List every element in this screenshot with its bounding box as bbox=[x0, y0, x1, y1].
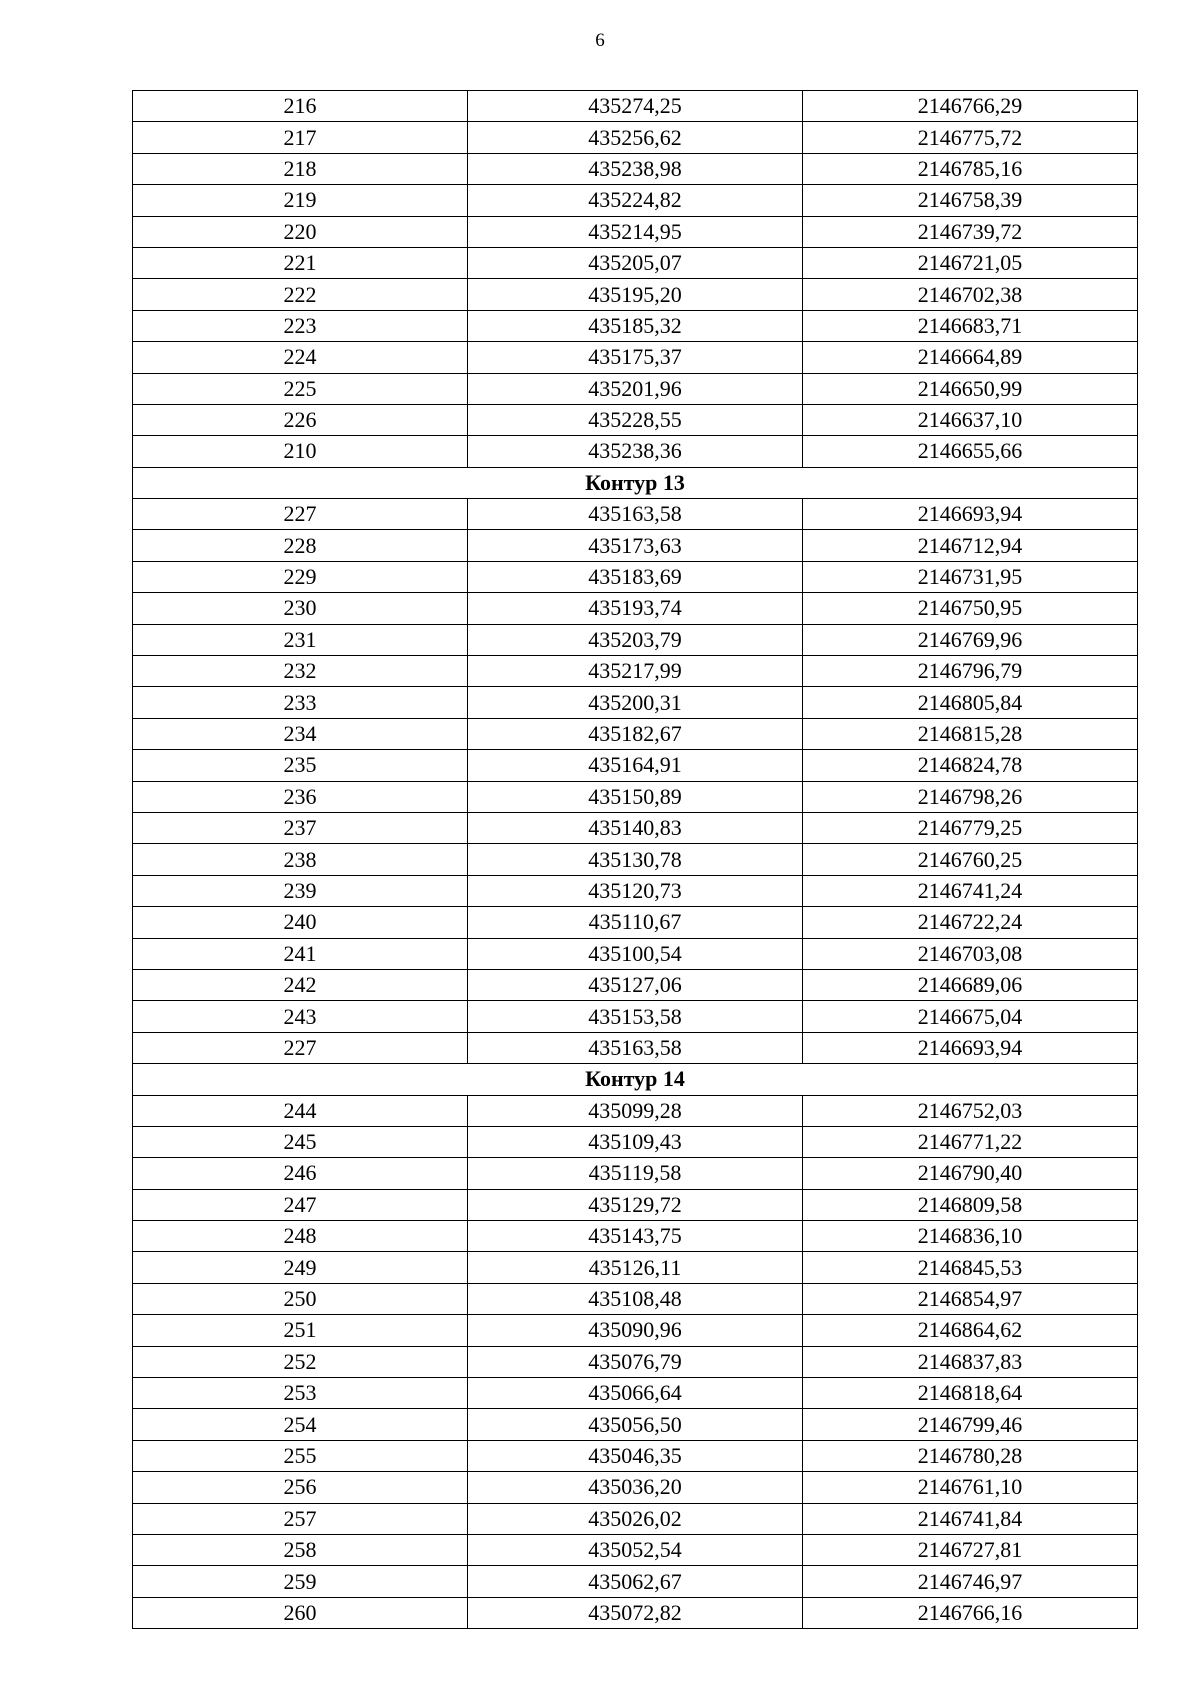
y-coordinate-cell: 2146836,10 bbox=[803, 1221, 1138, 1252]
x-coordinate-cell: 435099,28 bbox=[468, 1095, 803, 1126]
x-coordinate-cell: 435164,91 bbox=[468, 750, 803, 781]
x-coordinate-cell: 435163,58 bbox=[468, 499, 803, 530]
point-number-cell: 235 bbox=[133, 750, 468, 781]
x-coordinate-cell: 435046,35 bbox=[468, 1440, 803, 1471]
point-number-cell: 221 bbox=[133, 247, 468, 278]
point-number-cell: 252 bbox=[133, 1346, 468, 1377]
x-coordinate-cell: 435201,96 bbox=[468, 373, 803, 404]
y-coordinate-cell: 2146854,97 bbox=[803, 1283, 1138, 1314]
page-number: 6 bbox=[595, 30, 605, 51]
point-number-cell: 247 bbox=[133, 1189, 468, 1220]
point-number-cell: 229 bbox=[133, 561, 468, 592]
y-coordinate-cell: 2146785,16 bbox=[803, 153, 1138, 184]
point-number-cell: 242 bbox=[133, 969, 468, 1000]
table-row bbox=[133, 1378, 1138, 1409]
point-number-cell: 225 bbox=[133, 373, 468, 404]
point-number-cell: 248 bbox=[133, 1221, 468, 1252]
y-coordinate-cell: 2146809,58 bbox=[803, 1189, 1138, 1220]
table-row bbox=[133, 750, 1138, 781]
point-number-cell: 251 bbox=[133, 1315, 468, 1346]
table-row bbox=[133, 342, 1138, 373]
table-row bbox=[133, 1409, 1138, 1440]
y-coordinate-cell: 2146722,24 bbox=[803, 907, 1138, 938]
table-row bbox=[133, 1158, 1138, 1189]
y-coordinate-cell: 2146727,81 bbox=[803, 1534, 1138, 1565]
y-coordinate-cell: 2146664,89 bbox=[803, 342, 1138, 373]
y-coordinate-cell: 2146655,66 bbox=[803, 436, 1138, 467]
x-coordinate-cell: 435175,37 bbox=[468, 342, 803, 373]
table-row bbox=[133, 1001, 1138, 1032]
x-coordinate-cell: 435217,99 bbox=[468, 656, 803, 687]
y-coordinate-cell: 2146766,29 bbox=[803, 91, 1138, 122]
y-coordinate-cell: 2146731,95 bbox=[803, 561, 1138, 592]
point-number-cell: 253 bbox=[133, 1378, 468, 1409]
point-number-cell: 231 bbox=[133, 624, 468, 655]
x-coordinate-cell: 435140,83 bbox=[468, 812, 803, 843]
point-number-cell: 222 bbox=[133, 279, 468, 310]
point-number-cell: 250 bbox=[133, 1283, 468, 1314]
x-coordinate-cell: 435100,54 bbox=[468, 938, 803, 969]
table-row bbox=[133, 624, 1138, 655]
point-number-cell: 219 bbox=[133, 185, 468, 216]
y-coordinate-cell: 2146675,04 bbox=[803, 1001, 1138, 1032]
section-heading-row bbox=[133, 1064, 1138, 1095]
point-number-cell: 210 bbox=[133, 436, 468, 467]
y-coordinate-cell: 2146779,25 bbox=[803, 812, 1138, 843]
point-number-cell: 233 bbox=[133, 687, 468, 718]
x-coordinate-cell: 435127,06 bbox=[468, 969, 803, 1000]
x-coordinate-cell: 435238,36 bbox=[468, 436, 803, 467]
table-row bbox=[133, 530, 1138, 561]
table-row bbox=[133, 279, 1138, 310]
point-number-cell: 230 bbox=[133, 593, 468, 624]
table-row bbox=[133, 656, 1138, 687]
y-coordinate-cell: 2146805,84 bbox=[803, 687, 1138, 718]
point-number-cell: 246 bbox=[133, 1158, 468, 1189]
point-number-cell: 237 bbox=[133, 812, 468, 843]
x-coordinate-cell: 435109,43 bbox=[468, 1126, 803, 1157]
x-coordinate-cell: 435036,20 bbox=[468, 1472, 803, 1503]
table-row bbox=[133, 1283, 1138, 1314]
point-number-cell: 234 bbox=[133, 718, 468, 749]
table-row bbox=[133, 781, 1138, 812]
y-coordinate-cell: 2146637,10 bbox=[803, 404, 1138, 435]
table-row bbox=[133, 216, 1138, 247]
x-coordinate-cell: 435224,82 bbox=[468, 185, 803, 216]
table-row bbox=[133, 593, 1138, 624]
y-coordinate-cell: 2146746,97 bbox=[803, 1566, 1138, 1597]
y-coordinate-cell: 2146780,28 bbox=[803, 1440, 1138, 1471]
point-number-cell: 232 bbox=[133, 656, 468, 687]
x-coordinate-cell: 435256,62 bbox=[468, 122, 803, 153]
y-coordinate-cell: 2146741,24 bbox=[803, 875, 1138, 906]
x-coordinate-cell: 435119,58 bbox=[468, 1158, 803, 1189]
point-number-cell: 259 bbox=[133, 1566, 468, 1597]
x-coordinate-cell: 435062,67 bbox=[468, 1566, 803, 1597]
y-coordinate-cell: 2146771,22 bbox=[803, 1126, 1138, 1157]
table-row bbox=[133, 373, 1138, 404]
x-coordinate-cell: 435026,02 bbox=[468, 1503, 803, 1534]
y-coordinate-cell: 2146799,46 bbox=[803, 1409, 1138, 1440]
x-coordinate-cell: 435066,64 bbox=[468, 1378, 803, 1409]
y-coordinate-cell: 2146824,78 bbox=[803, 750, 1138, 781]
table-row bbox=[133, 907, 1138, 938]
x-coordinate-cell: 435228,55 bbox=[468, 404, 803, 435]
table-row bbox=[133, 499, 1138, 530]
section-heading: Контур 14 bbox=[133, 1064, 1138, 1095]
x-coordinate-cell: 435183,69 bbox=[468, 561, 803, 592]
y-coordinate-cell: 2146798,26 bbox=[803, 781, 1138, 812]
y-coordinate-cell: 2146769,96 bbox=[803, 624, 1138, 655]
point-number-cell: 241 bbox=[133, 938, 468, 969]
x-coordinate-cell: 435090,96 bbox=[468, 1315, 803, 1346]
table-row bbox=[133, 1534, 1138, 1565]
table-row bbox=[133, 247, 1138, 278]
table-row bbox=[133, 938, 1138, 969]
point-number-cell: 240 bbox=[133, 907, 468, 938]
y-coordinate-cell: 2146739,72 bbox=[803, 216, 1138, 247]
point-number-cell: 255 bbox=[133, 1440, 468, 1471]
y-coordinate-cell: 2146775,72 bbox=[803, 122, 1138, 153]
table-row bbox=[133, 718, 1138, 749]
point-number-cell: 238 bbox=[133, 844, 468, 875]
section-heading-row bbox=[133, 467, 1138, 498]
point-number-cell: 258 bbox=[133, 1534, 468, 1565]
y-coordinate-cell: 2146689,06 bbox=[803, 969, 1138, 1000]
table-row bbox=[133, 1126, 1138, 1157]
x-coordinate-cell: 435185,32 bbox=[468, 310, 803, 341]
x-coordinate-cell: 435052,54 bbox=[468, 1534, 803, 1565]
x-coordinate-cell: 435274,25 bbox=[468, 91, 803, 122]
table-row bbox=[133, 1597, 1138, 1628]
table-row bbox=[133, 1252, 1138, 1283]
point-number-cell: 224 bbox=[133, 342, 468, 373]
table-row bbox=[133, 875, 1138, 906]
x-coordinate-cell: 435205,07 bbox=[468, 247, 803, 278]
y-coordinate-cell: 2146693,94 bbox=[803, 499, 1138, 530]
table-row bbox=[133, 1032, 1138, 1063]
point-number-cell: 243 bbox=[133, 1001, 468, 1032]
point-number-cell: 260 bbox=[133, 1597, 468, 1628]
x-coordinate-cell: 435076,79 bbox=[468, 1346, 803, 1377]
table-row bbox=[133, 122, 1138, 153]
table-row bbox=[133, 436, 1138, 467]
coordinates-table bbox=[132, 90, 1138, 1629]
x-coordinate-cell: 435143,75 bbox=[468, 1221, 803, 1252]
x-coordinate-cell: 435182,67 bbox=[468, 718, 803, 749]
point-number-cell: 236 bbox=[133, 781, 468, 812]
table-row bbox=[133, 1503, 1138, 1534]
x-coordinate-cell: 435072,82 bbox=[468, 1597, 803, 1628]
y-coordinate-cell: 2146864,62 bbox=[803, 1315, 1138, 1346]
y-coordinate-cell: 2146837,83 bbox=[803, 1346, 1138, 1377]
y-coordinate-cell: 2146712,94 bbox=[803, 530, 1138, 561]
table-row bbox=[133, 1189, 1138, 1220]
y-coordinate-cell: 2146758,39 bbox=[803, 185, 1138, 216]
x-coordinate-cell: 435130,78 bbox=[468, 844, 803, 875]
y-coordinate-cell: 2146683,71 bbox=[803, 310, 1138, 341]
x-coordinate-cell: 435200,31 bbox=[468, 687, 803, 718]
y-coordinate-cell: 2146761,10 bbox=[803, 1472, 1138, 1503]
x-coordinate-cell: 435126,11 bbox=[468, 1252, 803, 1283]
point-number-cell: 256 bbox=[133, 1472, 468, 1503]
coordinates-table-body bbox=[133, 91, 1138, 1629]
y-coordinate-cell: 2146815,28 bbox=[803, 718, 1138, 749]
table-row bbox=[133, 91, 1138, 122]
x-coordinate-cell: 435214,95 bbox=[468, 216, 803, 247]
point-number-cell: 223 bbox=[133, 310, 468, 341]
x-coordinate-cell: 435153,58 bbox=[468, 1001, 803, 1032]
y-coordinate-cell: 2146702,38 bbox=[803, 279, 1138, 310]
point-number-cell: 249 bbox=[133, 1252, 468, 1283]
y-coordinate-cell: 2146796,79 bbox=[803, 656, 1138, 687]
y-coordinate-cell: 2146766,16 bbox=[803, 1597, 1138, 1628]
x-coordinate-cell: 435173,63 bbox=[468, 530, 803, 561]
table-row bbox=[133, 1440, 1138, 1471]
table-row bbox=[133, 1566, 1138, 1597]
y-coordinate-cell: 2146703,08 bbox=[803, 938, 1138, 969]
table-row bbox=[133, 1095, 1138, 1126]
point-number-cell: 254 bbox=[133, 1409, 468, 1440]
point-number-cell: 226 bbox=[133, 404, 468, 435]
x-coordinate-cell: 435129,72 bbox=[468, 1189, 803, 1220]
x-coordinate-cell: 435193,74 bbox=[468, 593, 803, 624]
y-coordinate-cell: 2146693,94 bbox=[803, 1032, 1138, 1063]
table-row bbox=[133, 561, 1138, 592]
y-coordinate-cell: 2146760,25 bbox=[803, 844, 1138, 875]
point-number-cell: 257 bbox=[133, 1503, 468, 1534]
table-row bbox=[133, 844, 1138, 875]
table-row bbox=[133, 969, 1138, 1000]
table-row bbox=[133, 1472, 1138, 1503]
y-coordinate-cell: 2146818,64 bbox=[803, 1378, 1138, 1409]
point-number-cell: 220 bbox=[133, 216, 468, 247]
table-row bbox=[133, 1315, 1138, 1346]
x-coordinate-cell: 435056,50 bbox=[468, 1409, 803, 1440]
table-row bbox=[133, 687, 1138, 718]
y-coordinate-cell: 2146750,95 bbox=[803, 593, 1138, 624]
point-number-cell: 216 bbox=[133, 91, 468, 122]
x-coordinate-cell: 435120,73 bbox=[468, 875, 803, 906]
x-coordinate-cell: 435163,58 bbox=[468, 1032, 803, 1063]
point-number-cell: 245 bbox=[133, 1126, 468, 1157]
point-number-cell: 227 bbox=[133, 1032, 468, 1063]
y-coordinate-cell: 2146741,84 bbox=[803, 1503, 1138, 1534]
y-coordinate-cell: 2146752,03 bbox=[803, 1095, 1138, 1126]
table-row bbox=[133, 185, 1138, 216]
x-coordinate-cell: 435203,79 bbox=[468, 624, 803, 655]
point-number-cell: 228 bbox=[133, 530, 468, 561]
point-number-cell: 217 bbox=[133, 122, 468, 153]
x-coordinate-cell: 435195,20 bbox=[468, 279, 803, 310]
y-coordinate-cell: 2146650,99 bbox=[803, 373, 1138, 404]
point-number-cell: 239 bbox=[133, 875, 468, 906]
x-coordinate-cell: 435110,67 bbox=[468, 907, 803, 938]
table-row bbox=[133, 153, 1138, 184]
table-row bbox=[133, 1346, 1138, 1377]
y-coordinate-cell: 2146790,40 bbox=[803, 1158, 1138, 1189]
table-row bbox=[133, 310, 1138, 341]
point-number-cell: 227 bbox=[133, 499, 468, 530]
table-row bbox=[133, 812, 1138, 843]
table-row bbox=[133, 404, 1138, 435]
point-number-cell: 244 bbox=[133, 1095, 468, 1126]
section-heading: Контур 13 bbox=[133, 467, 1138, 498]
y-coordinate-cell: 2146721,05 bbox=[803, 247, 1138, 278]
table-row bbox=[133, 1221, 1138, 1252]
x-coordinate-cell: 435150,89 bbox=[468, 781, 803, 812]
x-coordinate-cell: 435238,98 bbox=[468, 153, 803, 184]
point-number-cell: 218 bbox=[133, 153, 468, 184]
x-coordinate-cell: 435108,48 bbox=[468, 1283, 803, 1314]
y-coordinate-cell: 2146845,53 bbox=[803, 1252, 1138, 1283]
